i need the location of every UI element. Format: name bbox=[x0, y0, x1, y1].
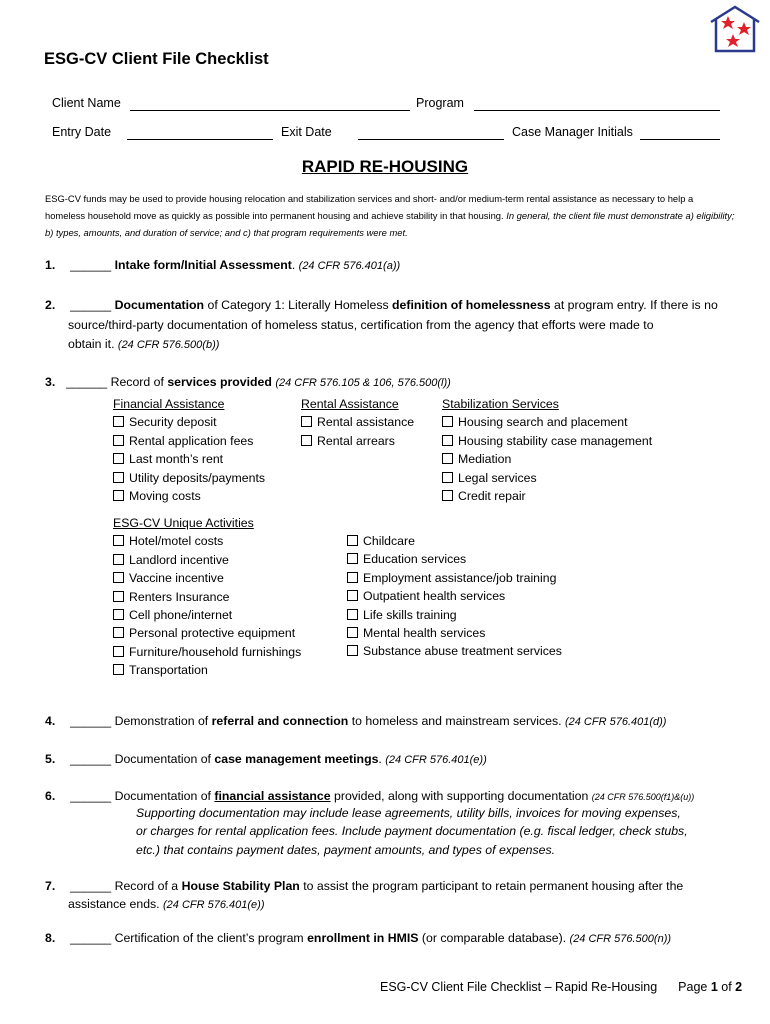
checkbox[interactable] bbox=[347, 609, 358, 620]
program-label: Program bbox=[416, 96, 464, 110]
checkbox-item[interactable]: Cell phone/internet bbox=[113, 606, 301, 624]
list-heading: Stabilization Services bbox=[442, 397, 559, 411]
item-bold-text: definition of homelessness bbox=[392, 298, 551, 312]
item-text: (or comparable database). bbox=[418, 931, 570, 945]
item-citation: (24 CFR 576.401(e)) bbox=[385, 754, 487, 766]
item-blank[interactable]: ______ bbox=[70, 258, 112, 272]
entry-date-label: Entry Date bbox=[52, 125, 112, 139]
checkbox[interactable] bbox=[113, 554, 124, 565]
item-bold-text: case management meetings bbox=[214, 752, 379, 766]
checkbox-item[interactable]: Furniture/household furnishings bbox=[113, 643, 301, 661]
checkbox[interactable] bbox=[347, 627, 358, 638]
list-heading: ESG-CV Unique Activities bbox=[113, 516, 254, 530]
exit-date-field[interactable] bbox=[358, 139, 504, 140]
entry-date-field[interactable] bbox=[127, 139, 273, 140]
item-text: . bbox=[378, 752, 386, 766]
page-label: Page bbox=[678, 980, 711, 994]
checkbox-item[interactable]: Life skills training bbox=[347, 606, 562, 624]
item-text: Certification of the client’s program bbox=[114, 931, 308, 945]
stabilization-services-list bbox=[442, 395, 652, 505]
checkbox-item[interactable]: Employment assistance/job training bbox=[347, 569, 562, 587]
page-total: 2 bbox=[735, 980, 743, 994]
item-bold-text: Documentation bbox=[114, 298, 205, 312]
item-text: of Category 1: Literally Homeless bbox=[204, 298, 393, 312]
checkbox[interactable] bbox=[347, 572, 358, 583]
checkbox-item[interactable]: Last month’s rent bbox=[113, 450, 265, 468]
checkbox[interactable] bbox=[113, 535, 124, 546]
checkbox[interactable] bbox=[442, 472, 453, 483]
checkbox-item[interactable]: Transportation bbox=[113, 661, 301, 679]
page-of: of bbox=[717, 980, 736, 994]
checkbox[interactable] bbox=[113, 453, 124, 464]
case-manager-field[interactable] bbox=[640, 139, 720, 140]
item-text: . bbox=[291, 258, 296, 272]
checkbox[interactable] bbox=[442, 490, 453, 501]
house-stars-logo bbox=[708, 4, 762, 54]
checkbox-item[interactable]: Security deposit bbox=[113, 413, 265, 431]
item-text: Record of bbox=[110, 375, 168, 389]
item-citation: (24 CFR 576.105 & 106, 576.500(l)) bbox=[275, 377, 451, 389]
item-number: 7. bbox=[45, 879, 56, 893]
item-6-note: Supporting documentation may include lease agreements, utility bills, invoices for moving expenses, or charges for rental application fees. Include payment documentation (e.g. fiscal ledger, check stubs, etc.) that contains payment dates, payment amounts, and types of expenses. bbox=[136, 806, 688, 857]
checkbox-item[interactable]: Rental application fees bbox=[113, 432, 265, 450]
checkbox-item[interactable]: Rental assistance bbox=[301, 413, 414, 431]
checkbox-item[interactable]: Housing stability case management bbox=[442, 432, 652, 450]
item-text: to homeless and mainstream services. bbox=[348, 714, 565, 728]
item-citation: (24 CFR 576.500(b)) bbox=[117, 339, 220, 351]
checkbox[interactable] bbox=[347, 590, 358, 601]
item-number: 4. bbox=[45, 714, 56, 728]
item-number: 6. bbox=[45, 789, 56, 803]
checkbox[interactable] bbox=[113, 664, 124, 675]
checkbox[interactable] bbox=[113, 591, 124, 602]
item-bold-text: enrollment in HMIS bbox=[307, 931, 419, 945]
item-text: provided, along with supporting documentation bbox=[330, 789, 592, 803]
section-heading: RAPID RE-HOUSING bbox=[301, 157, 469, 176]
item-blank[interactable]: ______ bbox=[66, 375, 108, 389]
checkbox-item[interactable]: Substance abuse treatment services bbox=[347, 642, 562, 660]
checkbox-item[interactable]: Landlord incentive bbox=[113, 551, 301, 569]
item-blank[interactable]: ______ bbox=[70, 752, 112, 766]
list-heading: Rental Assistance bbox=[301, 397, 399, 411]
item-bold-text: financial assistance bbox=[214, 789, 331, 803]
item-text: Record of a bbox=[114, 879, 182, 893]
checkbox[interactable] bbox=[442, 435, 453, 446]
checkbox-item[interactable]: Childcare bbox=[347, 532, 562, 550]
checkbox[interactable] bbox=[347, 645, 358, 656]
unique-activities-list bbox=[113, 514, 301, 680]
item-text: at program entry. If there is no bbox=[550, 298, 718, 312]
footer bbox=[380, 980, 742, 994]
checkbox-item[interactable]: Vaccine incentive bbox=[113, 569, 301, 587]
item-text: to assist the program participant to retain permanent housing after the bbox=[299, 879, 684, 893]
checkbox[interactable] bbox=[113, 646, 124, 657]
checkbox[interactable] bbox=[347, 535, 358, 546]
checkbox[interactable] bbox=[113, 627, 124, 638]
checkbox[interactable] bbox=[442, 453, 453, 464]
item-2-line-3 bbox=[68, 335, 219, 355]
checkbox-item[interactable]: Rental arrears bbox=[301, 432, 414, 450]
intro-text: ESG-CV funds may be used to provide housing relocation and stabilization services and short- and/or medium-term rental assistance as necessary to help a homeless household move as quickly as possible into permanent housing and achieve stability in that housing. bbox=[45, 193, 694, 221]
checkbox[interactable] bbox=[113, 609, 124, 620]
checkbox[interactable] bbox=[301, 416, 312, 427]
checkbox-item[interactable]: Education services bbox=[347, 550, 562, 568]
item-bold-text: services provided bbox=[167, 375, 272, 389]
case-manager-label: Case Manager Initials bbox=[512, 125, 633, 139]
program-field[interactable] bbox=[474, 110, 720, 111]
checkbox-item[interactable]: Outpatient health services bbox=[347, 587, 562, 605]
item-citation: (24 CFR 576.500(n)) bbox=[569, 933, 672, 945]
item-3 bbox=[45, 373, 451, 393]
exit-date-label: Exit Date bbox=[281, 125, 332, 139]
item-citation: (24 CFR 576.401(a)) bbox=[298, 260, 401, 272]
checkbox-item[interactable]: Mediation bbox=[442, 450, 652, 468]
checkbox[interactable] bbox=[301, 435, 312, 446]
item-number: 5. bbox=[45, 752, 56, 766]
item-4 bbox=[45, 712, 666, 732]
checkbox-item[interactable]: Mental health services bbox=[347, 624, 562, 642]
checkbox-item[interactable]: Hotel/motel costs bbox=[113, 532, 301, 550]
checkbox[interactable] bbox=[113, 435, 124, 446]
item-text: Documentation of bbox=[114, 789, 215, 803]
rental-assistance-list bbox=[301, 395, 414, 450]
checkbox-item[interactable]: Credit repair bbox=[442, 487, 652, 505]
checkbox-item[interactable]: Moving costs bbox=[113, 487, 265, 505]
item-blank[interactable]: ______ bbox=[70, 879, 112, 893]
footer-text: ESG-CV Client File Checklist – Rapid Re-Housing bbox=[380, 980, 658, 994]
checkbox[interactable] bbox=[113, 472, 124, 483]
item-number: 3. bbox=[45, 375, 56, 389]
item-blank[interactable]: ______ bbox=[70, 931, 112, 945]
checkbox-item[interactable]: Renters Insurance bbox=[113, 588, 301, 606]
item-bold-text: referral and connection bbox=[211, 714, 349, 728]
item-7-line-2 bbox=[68, 895, 265, 915]
item-bold-text: House Stability Plan bbox=[181, 879, 300, 893]
item-text: assistance ends. bbox=[68, 897, 164, 911]
checkbox[interactable] bbox=[113, 572, 124, 583]
item-text: obtain it. bbox=[68, 337, 118, 351]
item-citation: (24 CFR 576.401(d)) bbox=[564, 716, 667, 728]
client-name-label: Client Name bbox=[52, 96, 121, 110]
checkbox[interactable] bbox=[113, 416, 124, 427]
item-1 bbox=[45, 256, 400, 276]
page-number: 1 bbox=[710, 980, 718, 994]
item-blank[interactable]: ______ bbox=[70, 298, 112, 312]
intro-italic-text: In general, the client file must demonstrate a) eligibility; b) types, amounts, and duration of service; and c) that program requirements were met. bbox=[45, 210, 735, 238]
item-citation: (24 CFR 576.500(f1)&(u)) bbox=[591, 792, 695, 802]
checkbox[interactable] bbox=[442, 416, 453, 427]
item-text: Demonstration of bbox=[114, 714, 212, 728]
item-blank[interactable]: ______ bbox=[70, 714, 112, 728]
item-citation: (24 CFR 576.401(e)) bbox=[163, 899, 265, 911]
item-8 bbox=[45, 929, 671, 949]
item-2-line-2: source/third-party documentation of homeless status, certification from the agency that efforts were made to bbox=[68, 318, 654, 332]
checkbox[interactable] bbox=[347, 553, 358, 564]
unique-activities-list-right bbox=[347, 532, 562, 661]
checkbox-item[interactable]: Utility deposits/payments bbox=[113, 469, 265, 487]
item-number: 1. bbox=[45, 258, 56, 272]
item-7 bbox=[45, 877, 683, 896]
checkbox-item[interactable]: Legal services bbox=[442, 469, 652, 487]
list-heading: Financial Assistance bbox=[113, 397, 225, 411]
item-5 bbox=[45, 750, 487, 770]
financial-assistance-list bbox=[113, 395, 265, 505]
intro-paragraph bbox=[45, 190, 735, 241]
item-blank[interactable]: ______ bbox=[70, 789, 112, 803]
item-2 bbox=[45, 296, 718, 315]
checkbox[interactable] bbox=[113, 490, 124, 501]
item-number: 8. bbox=[45, 931, 56, 945]
item-bold-text: Intake form/Initial Assessment bbox=[114, 258, 292, 272]
item-text: Documentation of bbox=[114, 752, 215, 766]
client-name-field[interactable] bbox=[130, 110, 410, 111]
item-number: 2. bbox=[45, 298, 56, 312]
checkbox-item[interactable]: Housing search and placement bbox=[442, 413, 652, 431]
checkbox-item[interactable]: Personal protective equipment bbox=[113, 624, 301, 642]
page-title: ESG-CV Client File Checklist bbox=[44, 50, 269, 68]
